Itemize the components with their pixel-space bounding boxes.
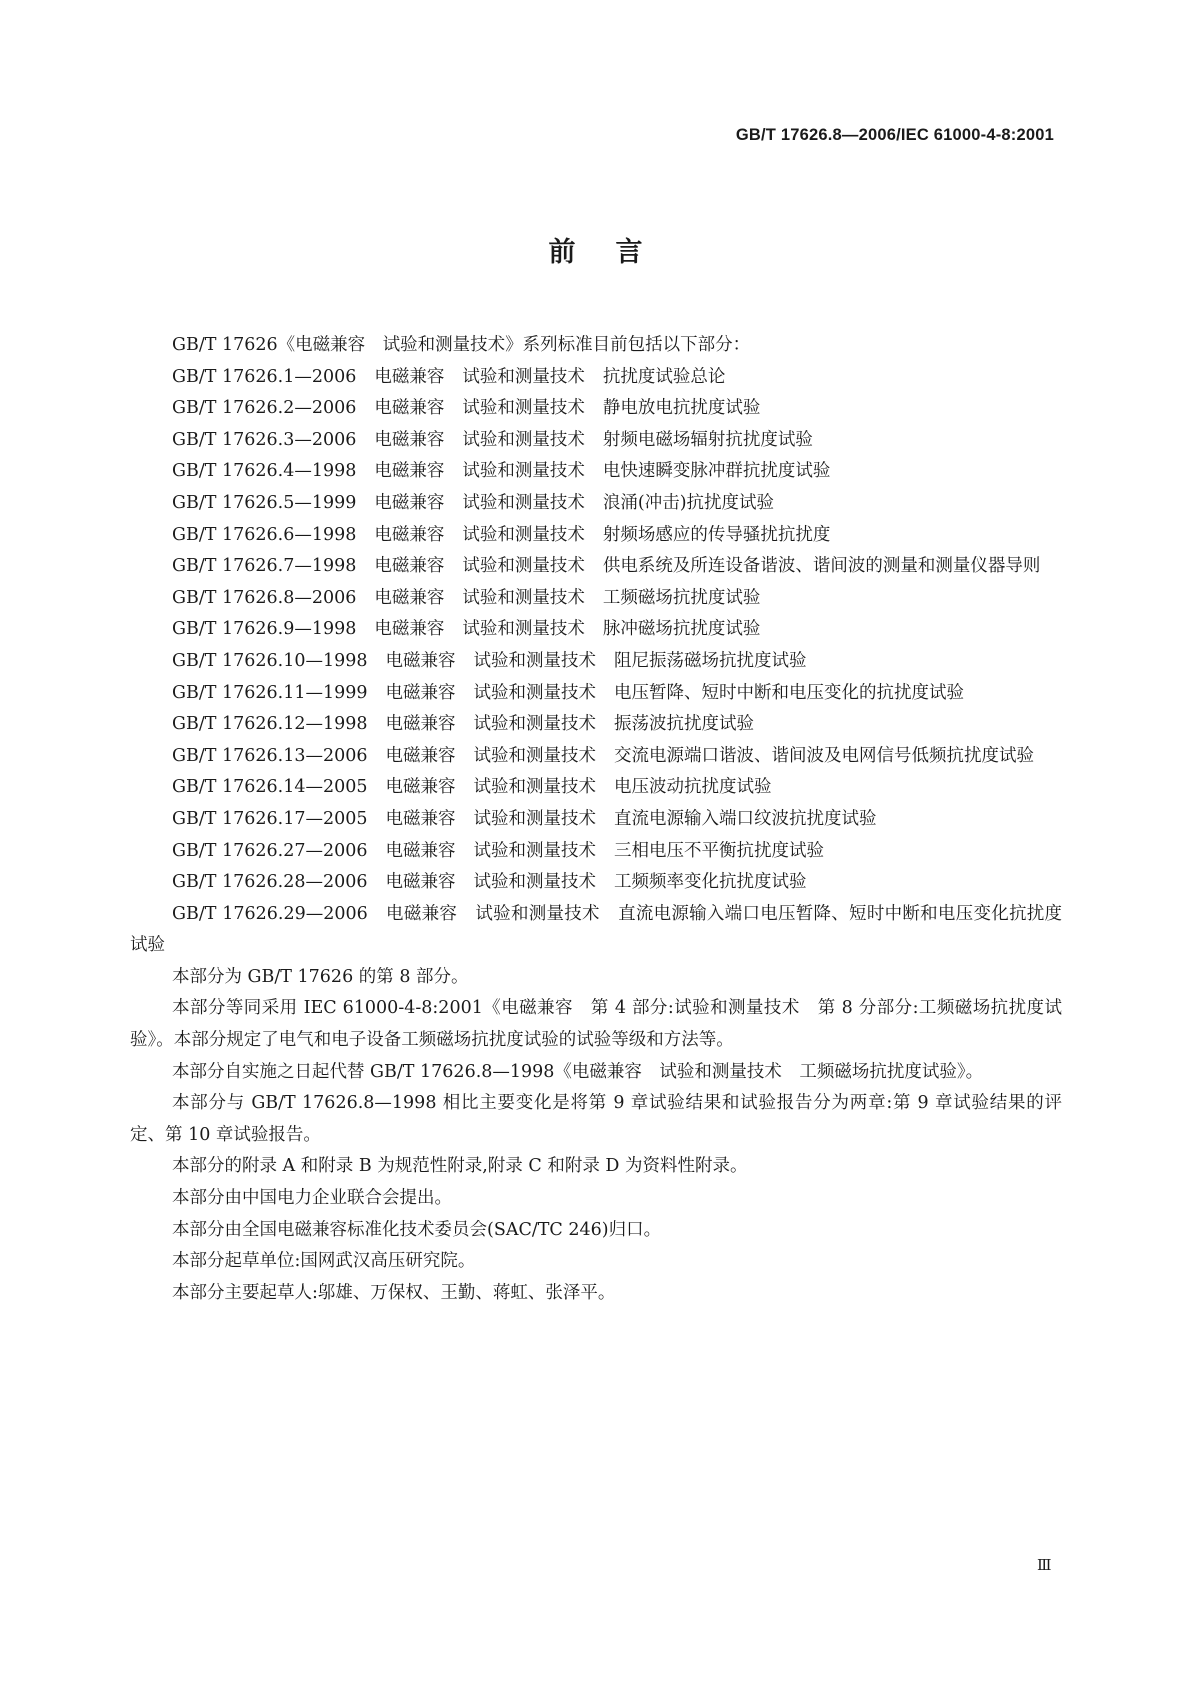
list-item: GB/T 17626.2—2006 电磁兼容 试验和测量技术 静电放电抗扰度试验 (172, 398, 761, 419)
standard-number-header: GB/T 17626.8—2006/IEC 61000-4-8:2001 (735, 126, 1054, 144)
body-paragraph: 本部分起草单位:国网武汉高压研究院。 (172, 1251, 476, 1272)
list-item: GB/T 17626.11—1999 电磁兼容 试验和测量技术 电压暂降、短时中断和电压变化的抗扰度试验 (172, 682, 965, 703)
body-paragraph: 本部分为 GB/T 17626 的第 8 部分。 (172, 966, 469, 987)
list-item: GB/T 17626.27—2006 电磁兼容 试验和测量技术 三相电压不平衡抗扰度试验 (172, 840, 825, 861)
body-paragraph: 本部分的附录 A 和附录 B 为规范性附录,附录 C 和附录 D 为资料性附录。 (172, 1156, 748, 1177)
page-number: Ⅲ (1037, 1556, 1052, 1574)
series-intro: GB/T 17626《电磁兼容 试验和测量技术》系列标准目前包括以下部分： (172, 335, 751, 355)
list-item: GB/T 17626.9—1998 电磁兼容 试验和测量技术 脉冲磁场抗扰度试验 (172, 619, 761, 640)
body-paragraph: 本部分自实施之日起代替 GB/T 17626.8—1998《电磁兼容 试验和测量技术 工频磁场抗扰度试验》。 (172, 1061, 984, 1082)
list-item: GB/T 17626.12—1998 电磁兼容 试验和测量技术 振荡波抗扰度试验 (172, 714, 755, 735)
list-item: GB/T 17626.8—2006 电磁兼容 试验和测量技术 工频磁场抗扰度试验 (172, 587, 761, 608)
body-paragraph: 本部分主要起草人:邬雄、万保权、王勤、蒋虹、张泽平。 (172, 1282, 616, 1303)
body-paragraph: 本部分由全国电磁兼容标准化技术委员会(SAC/TC 246)归口。 (172, 1219, 662, 1240)
list-item: GB/T 17626.6—1998 电磁兼容 试验和测量技术 射频场感应的传导骚扰抗扰度 (172, 524, 831, 545)
list-item: GB/T 17626.28—2006 电磁兼容 试验和测量技术 工频频率变化抗扰度试验 (172, 872, 807, 893)
list-item: GB/T 17626.17—2005 电磁兼容 试验和测量技术 直流电源输入端口纹波抗扰度试验 (172, 808, 877, 829)
parts-list (130, 362, 1062, 962)
list-item: GB/T 17626.10—1998 电磁兼容 试验和测量技术 阻尼振荡磁场抗扰度试验 (172, 650, 807, 671)
list-item: GB/T 17626.4—1998 电磁兼容 试验和测量技术 电快速瞬变脉冲群抗扰度试验 (172, 461, 831, 482)
body-paragraph: 本部分与 GB/T 17626.8—1998 相比主要变化是将第 9 章试验结果和试验报告分为两章:第 9 章试验结果的评定、第 10 章试验报告。 (130, 1093, 1062, 1145)
list-item: GB/T 17626.3—2006 电磁兼容 试验和测量技术 射频电磁场辐射抗扰度试验 (172, 429, 813, 450)
list-item: GB/T 17626.7—1998 电磁兼容 试验和测量技术 供电系统及所连设备谐波、谐间波的测量和测量仪器导则 (172, 556, 1041, 577)
list-item: GB/T 17626.14—2005 电磁兼容 试验和测量技术 电压波动抗扰度试验 (172, 777, 772, 798)
list-item: GB/T 17626.5—1999 电磁兼容 试验和测量技术 浪涌(冲击)抗扰度试验 (172, 492, 775, 513)
document-body (130, 330, 1062, 1309)
list-item: GB/T 17626.29—2006 电磁兼容 试验和测量技术 直流电源输入端口电压暂降、短时中断和电压变化抗扰度试验 (130, 903, 1063, 956)
body-paragraph: 本部分由中国电力企业联合会提出。 (172, 1188, 452, 1209)
list-item: GB/T 17626.1—2006 电磁兼容 试验和测量技术 抗扰度试验总论 (172, 366, 726, 387)
list-item: GB/T 17626.13—2006 电磁兼容 试验和测量技术 交流电源端口谐波、谐间波及电网信号低频抗扰度试验 (172, 745, 1035, 766)
body-paragraph: 本部分等同采用 IEC 61000-4-8:2001《电磁兼容 第 4 部分:试验和测量技术 第 8 分部分:工频磁场抗扰度试验》。本部分规定了电气和电子设备工频磁场抗扰度试验的试验等级和方法等。 (130, 998, 1062, 1051)
page-title: 前言 (548, 237, 683, 268)
